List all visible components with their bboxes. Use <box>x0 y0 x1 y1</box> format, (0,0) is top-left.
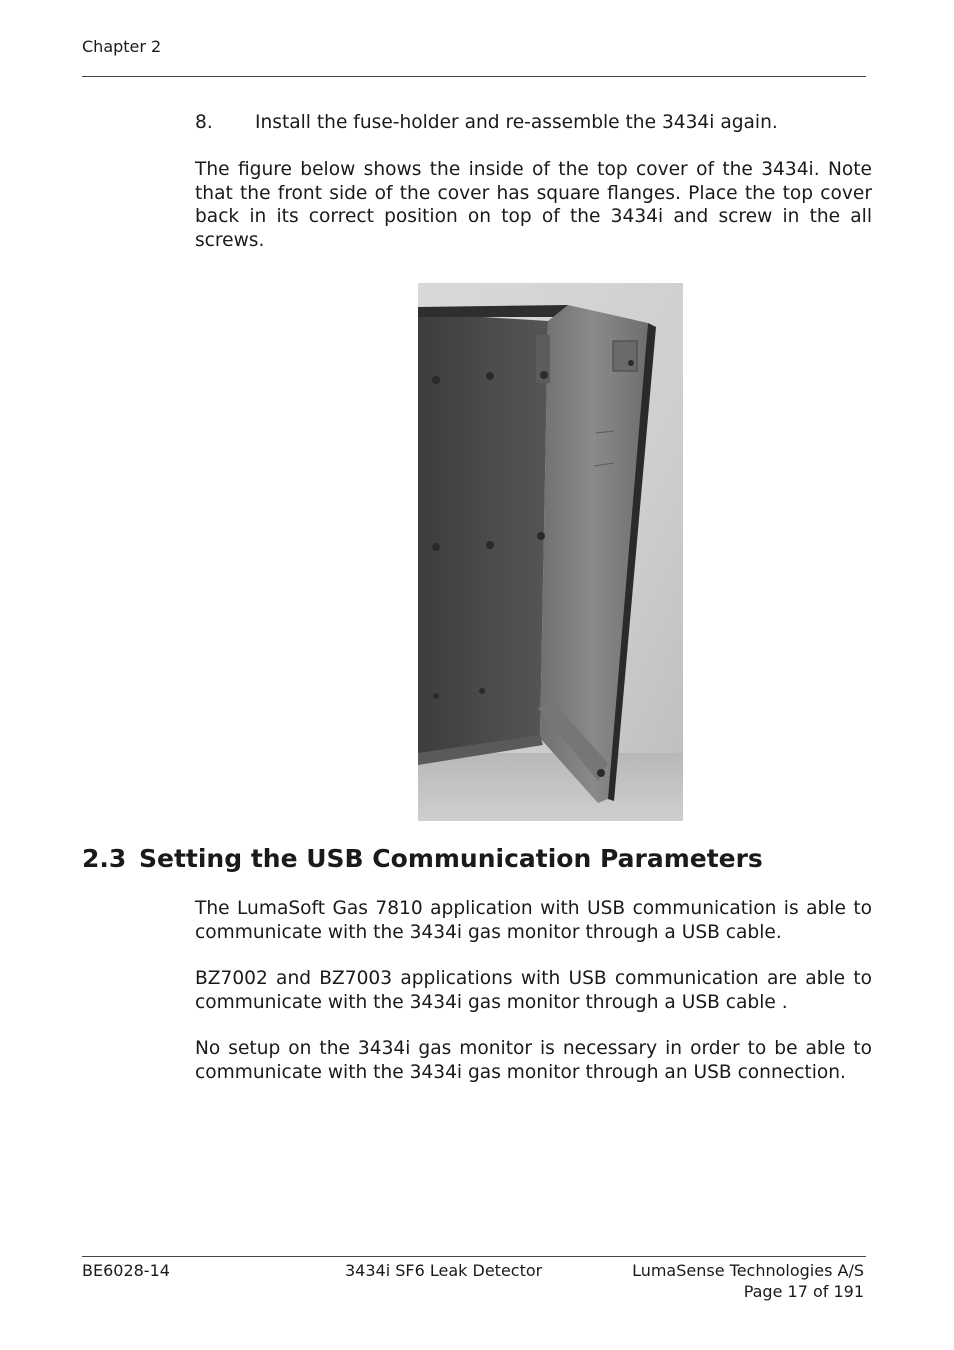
section-number: 2.3 <box>82 844 127 873</box>
step-number: 8. <box>195 112 213 133</box>
top-cover-photo <box>418 283 683 821</box>
section-heading <box>82 844 763 873</box>
footer-page: Page 17 of 191 <box>743 1282 864 1301</box>
footer-company: LumaSense Technologies A/S <box>632 1261 864 1280</box>
footer-rule <box>82 1256 866 1257</box>
footer-product: 3434i SF6 Leak Detector <box>345 1261 543 1280</box>
intro-paragraph: The figure below shows the inside of the top cover of the 3434i. Note that the front side of the cover has square flanges. Place the top cover back in its correct position on top of the 3434i and screw in the all screws. <box>195 159 872 251</box>
section-paragraph-2: BZ7002 and BZ7003 applications with USB communication are able to communicate with the 3434i gas monitor through a USB cable . <box>195 968 872 1013</box>
section-paragraph-3: No setup on the 3434i gas monitor is necessary in order to be able to communicate with the 3434i gas monitor through an USB connection. <box>195 1038 872 1083</box>
header-rule <box>82 76 866 77</box>
section-paragraph-1: The LumaSoft Gas 7810 application with USB communication is able to communicate with the 3434i gas monitor through a USB cable. <box>195 898 872 943</box>
section-title: Setting the USB Communication Parameters <box>139 844 763 873</box>
footer-right <box>560 1260 864 1302</box>
chapter-header: Chapter 2 <box>82 37 162 56</box>
step-text: Install the fuse-holder and re-assemble the 3434i again. <box>255 112 778 133</box>
footer-doc-id: BE6028-14 <box>82 1261 170 1280</box>
